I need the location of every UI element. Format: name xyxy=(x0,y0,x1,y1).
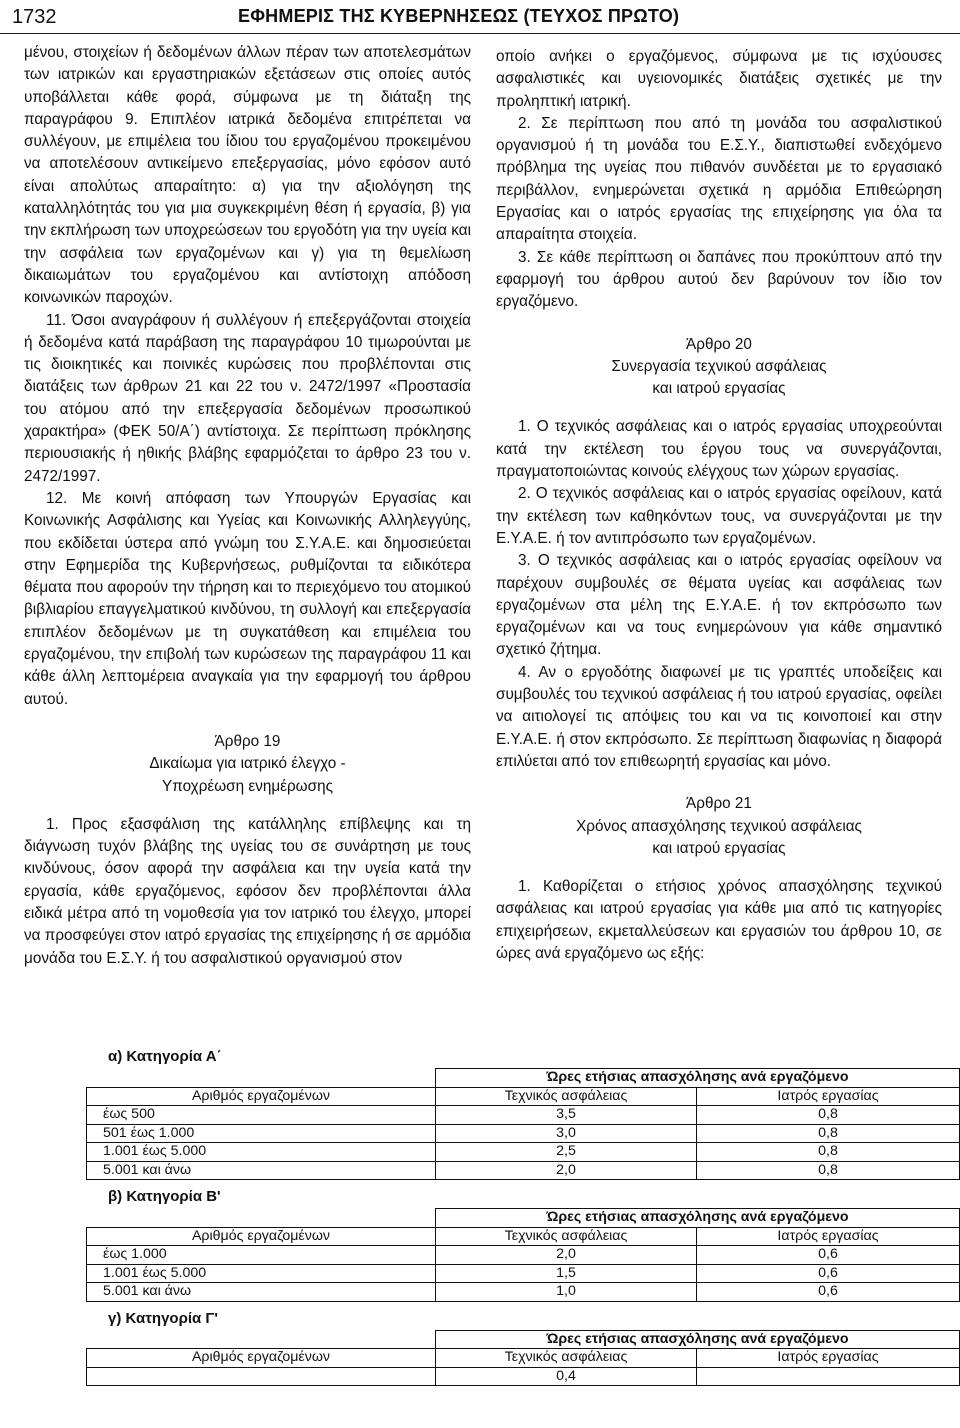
col-technician: Τεχνικός ασφάλειας xyxy=(436,1227,697,1246)
col-doctor: Ιατρός εργασίας xyxy=(697,1087,960,1106)
table-group-header-row xyxy=(87,1330,960,1349)
paragraph: 3. Ο τεχνικός ασφάλειας και ο ιατρός εργασίας οφείλουν να παρέχουν συμβουλές σε θέματα υγείας και ασφάλειας των εργαζομένων στα μέλη της Ε.Υ.Α.Ε. ή τον εκπρόσωπο των εργαζομένων και να τους ενημερώνουν για κάθε σημαντικό σχετικό ζήτημα. xyxy=(496,552,942,659)
article-title: Συνεργασία τεχνικού ασφάλειας xyxy=(611,357,827,375)
col-employees: Αριθμός εργαζομένων xyxy=(87,1227,436,1246)
header-rule xyxy=(0,33,960,34)
paragraph: 12. Με κοινή απόφαση των Υπουργών Εργασίας και Κοινωνικής Ασφάλισης και Υγείας και Κοινωνικής Αλληλεγγύης, που εκδίδεται ύστερα από γνώμη του Σ.Υ.Α.Ε. και δημοσιεύεται στην Εφημερίδα της Κυβερνήσεως, ρυθμίζονται τα ειδικότερα θέματα που αφορούν την τήρηση και το περιεχόμενο του ατομικού βιβλιαρίου επαγγελματικού κινδύνου, τη συλλογή και επεξεργασία επιπλέον δεδομένων με τη συγκατάθεση και επιμέλεια του εργαζομένου, την επιβολή των κυρώσεων της παραγράφου 11 και κάθε άλλη λεπτομέρεια αναγκαία για την εφαρμογή του άρθρου αυτού. xyxy=(24,489,471,708)
col-employees: Αριθμός εργαζομένων xyxy=(87,1087,436,1106)
table-group-header-row xyxy=(87,1069,960,1088)
table-group-header-row xyxy=(87,1209,960,1228)
article-title: και ιατρού εργασίας xyxy=(652,380,786,398)
paragraph: 2. Ο τεχνικός ασφάλειας και ο ιατρός εργασίας οφείλουν, κατά την εκτέλεση των καθηκόντων τους, να συνεργάζονται με την Ε.Υ.Α.Ε. ή τον αντιπρόσωπο των εργαζομένων. xyxy=(496,485,942,547)
category-title: β) Κατηγορία Β' xyxy=(108,1188,221,1205)
table-header-row xyxy=(87,1227,960,1246)
col-technician: Τεχνικός ασφάλειας xyxy=(436,1087,697,1106)
category-c-block xyxy=(86,1308,960,1387)
table-row: έως 1.000 2,0 0,6 xyxy=(87,1246,960,1265)
right-column xyxy=(496,46,942,965)
article-number: Άρθρο 20 xyxy=(686,335,752,353)
table-row: 5.001 και άνω 1,0 0,6 xyxy=(87,1283,960,1302)
group-header: Ώρες ετήσιας απασχόλησης ανά εργαζόμενο xyxy=(436,1209,960,1228)
group-header: Ώρες ετήσιας απασχόλησης ανά εργαζόμενο xyxy=(436,1330,960,1349)
article-title: Χρόνος απασχόλησης τεχνικού ασφάλειας xyxy=(576,817,862,835)
paragraph: οποίο ανήκει ο εργαζόμενος, σύμφωνα με τις ισχύουσες ασφαλιστικές και υγειονομικές διατάξεις σχετικές με την προληπτική ιατρική. xyxy=(496,48,942,110)
table-row: 0,4 xyxy=(87,1367,960,1386)
article-heading xyxy=(24,731,471,798)
table-row: έως 500 3,5 0,8 xyxy=(87,1106,960,1125)
article-heading xyxy=(496,793,942,860)
page-number: 1732 xyxy=(12,6,57,28)
category-b-block xyxy=(86,1186,960,1302)
table-row: 1.001 έως 5.000 1,5 0,6 xyxy=(87,1264,960,1283)
paragraph: 1. Προς εξασφάλιση της κατάλληλης επίβλεψης και τη διάγνωση τυχόν βλάβης της υγείας του σε συνάρτηση με τους κινδύνους, όσον αφορά την ασφάλεια και την υγεία κατά την εργασία, κάθε εργαζόμενος, εφόσον δεν προβλέπονται άλλα ειδικά μέτρα από τη νομοθεσία για τον ιατρικό του έλεγχο, μπορεί να προσφεύγει στον ιατρό εργασίας της επιχείρησης ή σε αρμόδια μονάδα του Ε.Σ.Υ. ή του ασφαλιστικού οργανισμού στον xyxy=(24,815,471,967)
paragraph: 2. Σε περίπτωση που από τη μονάδα του ασφαλιστικού οργανισμού ή τη μονάδα του Ε.Σ.Υ., διαπιστωθεί ενδεχόμενο πρόβλημα της υγείας που πιθανόν συνδέεται με το εργασιακό περιβάλλον, ενημερώνεται σχετικά η αρμόδια Επιθεώρηση Εργασίας και ο ιατρός εργασίας της επιχείρησης για όλα τα απαραίτητα στοιχεία. xyxy=(496,114,942,244)
table-header-row xyxy=(87,1349,960,1368)
paragraph: 1. Καθορίζεται ο ετήσιος χρόνος απασχόλησης τεχνικού ασφάλειας και ιατρού εργασίας για κάθε μια από τις κατηγορίες επιχειρήσεων, εκμεταλλεύσεων και εργασιών του άρθρου 10, σε ώρες ανά εργαζόμενο ως εξής: xyxy=(496,878,942,962)
article-number: Άρθρο 19 xyxy=(214,732,281,750)
table-row: 5.001 και άνω 2,0 0,8 xyxy=(87,1161,960,1180)
table-header-row xyxy=(87,1087,960,1106)
page-header xyxy=(0,0,960,34)
paragraph: μένου, στοιχείων ή δεδομένων άλλων πέραν των αποτελεσμάτων των ιατρικών και εργαστηριακών εξετάσεων στις οποίες αυτός υποβάλλεται κάθε φορά, σύμφωνα με τη διάταξη της παραγράφου 9. Επιπλέον ιατρικά δεδομένα επιτρέπεται να συλλέγουν, με επιμέλεια του ίδιου του εργαζομένου προκειμένου να αποτελέσουν αντικείμενο επεξεργασίας, μόνο εφόσον αυτό είναι απολύτως απαραίτητο: α) για την αξιολόγηση της καταλληλότητάς του για μια συγκεκριμένη θέση ή εργασία, β) για την εκπλήρωση των υποχρεώσεων του εργοδότη για την υγεία και την ασφάλεια των εργαζομένων και γ) για τη θεμελίωση δικαιωμάτων του εργαζομένου και αντίστοιχη απόδοση κοινωνικών παροχών. xyxy=(24,44,471,307)
table-row: 501 έως 1.000 3,0 0,8 xyxy=(87,1124,960,1143)
article-title: Δικαίωμα για ιατρικό έλεγχο - xyxy=(149,755,346,773)
paragraph: 1. Ο τεχνικός ασφάλειας και ο ιατρός εργασίας υποχρεούνται κατά την εκτέλεση του έργου τους να συνεργάζονται, πραγματοποιώντας κοινούς ελέγχους των χώρων εργασίας. xyxy=(496,418,942,481)
category-a-block xyxy=(86,1046,960,1180)
paragraph: 11. Όσοι αναγράφουν ή συλλέγουν ή επεξεργάζονται στοιχεία ή δεδομένα κατά παράβαση της παραγράφου 10 τιμωρούνται με τις διοικητικές και ποινικές κυρώσεις που προβλέπονται στις διατάξεις των άρθρων 21 και 22 του ν. 2472/1997 «Προστασία του ατόμου από την επεξεργασία δεδομένων προσωπικού χαρακτήρα» (ΦΕΚ 50/Α΄) αντίστοιχα. Σε περίπτωση πρόκλησης περιουσιακής ή ηθικής βλάβης εφαρμόζεται το άρθρο 23 του ν. 2472/1997. xyxy=(24,311,471,485)
category-title: α) Κατηγορία Α΄ xyxy=(108,1048,222,1065)
left-column xyxy=(24,42,471,970)
category-b-table xyxy=(86,1208,960,1302)
gazette-title: ΕΦΗΜΕΡΙΣ ΤΗΣ ΚΥΒΕΡΝΗΣΕΩΣ (ΤΕΥΧΟΣ ΠΡΩΤΟ) xyxy=(238,6,680,26)
article-title: Υποχρέωση ενημέρωσης xyxy=(162,777,333,795)
hours-tables xyxy=(86,1046,960,1392)
category-c-table xyxy=(86,1330,960,1387)
article-heading xyxy=(496,334,942,401)
table-row: 1.001 έως 5.000 2,5 0,8 xyxy=(87,1143,960,1162)
category-a-table xyxy=(86,1068,960,1180)
group-header: Ώρες ετήσιας απασχόλησης ανά εργαζόμενο xyxy=(436,1069,960,1088)
article-number: Άρθρο 21 xyxy=(686,795,752,813)
category-title: γ) Κατηγορία Γ' xyxy=(108,1309,218,1327)
paragraph: 3. Σε κάθε περίπτωση οι δαπάνες που προκύπτουν από την εφαρμογή του άρθρου αυτού δεν βαρύνουν τον ίδιο τον εργαζόμενο. xyxy=(496,248,942,311)
col-technician: Τεχνικός ασφάλειας xyxy=(436,1349,697,1368)
col-employees: Αριθμός εργαζομένων xyxy=(87,1349,436,1368)
paragraph: 4. Αν ο εργοδότης διαφωνεί με τις γραπτές υποδείξεις και συμβουλές του τεχνικού ασφάλειας ή του ιατρού εργασίας, οφείλει να αιτιολογεί τις απόψεις του και να τις κοινοποιεί και στην Ε.Υ.Α.Ε. ή στον εκπρόσωπο. Σε περίπτωση διαφωνίας η διαφορά επιλύεται από τον επιθεωρητή εργασίας και μόνο. xyxy=(496,663,942,770)
col-doctor: Ιατρός εργασίας xyxy=(697,1227,960,1246)
article-title: και ιατρού εργασίας xyxy=(652,839,786,857)
col-doctor: Ιατρός εργασίας xyxy=(697,1349,960,1368)
